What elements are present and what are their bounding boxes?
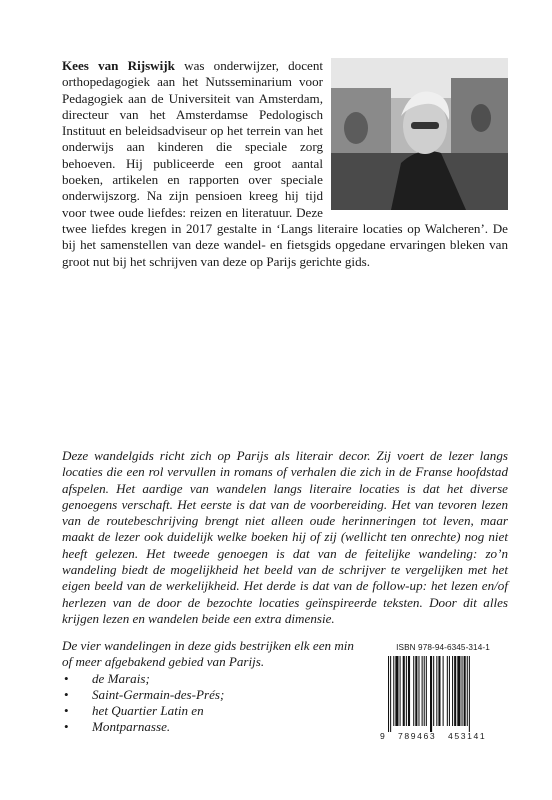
list-item: • het Quartier Latin en — [64, 703, 204, 719]
walks-intro: De vier wandelingen in deze gids bestrijken elk een min of meer afgebakend gebied van Parijs. — [62, 638, 354, 670]
list-item: • Montparnasse. — [64, 719, 171, 735]
author-photo — [331, 58, 508, 210]
barcode-left-digits: 789463 — [398, 731, 437, 741]
book-description: Deze wandelgids richt zich op Parijs als literair decor. Zij voert de lezer langs locaties die een rol vervullen in romans of verhalen die zich in de Franse hoofdstad afspelen. Het aardige van wandelen langs literaire locaties is dat het diverse genoegens verschaft. Het eerste is dat van de voorbereiding. Het van tevoren lezen van de routebeschrijving brengt niet alleen oude herinneringen tot leven, maar maakt de lezer ook duidelijk welke boeken hij of zij (wellicht ten onrechte) nog niet heeft gelezen. Het tweede genoegen is dat van de feitelijke wandeling: zo’n wandeling biedt de mogelijkheid het beeld van de schrijver te vergelijken met het eigen beeld van de werkelijkheid. Het derde is dat van de follow-up: het lezen en/of herlezen van de door de bezochte locaties geïnspireerde teksten. Door dit alles krijgen lezen en wandelen beide een extra dimensie. — [62, 448, 508, 626]
bullet-icon: • — [64, 719, 69, 735]
barcode-bars — [388, 656, 500, 732]
list-item: • Saint-Germain-des-Prés; — [64, 686, 225, 702]
barcode-first-digit: 9 — [380, 731, 387, 741]
author-name: Kees van Rijswijk — [62, 58, 175, 73]
bullet-icon: • — [64, 686, 69, 702]
author-bio-text: was onderwijzer, docent orthopedagogiek aan het Nutsseminarium voor Pedagogiek aan de Universiteit van Amsterdam, directeur van het Amsterdamse Pedologisch Instituut en beleidsadviseur op het terrein van het onderwijs aan kinderen die speciale zorg behoeven. Hij publiceerde een groot aantal boeken, artikelen en rapporten over speciale onderwijszorg. Na zijn pensioen kreeg hij tijd voor twee oude liefdes: reizen en literatuur. Deze twee liefdes kregen in 2017 gestalte in ‘Langs literaire locaties op Walcheren’. De bij het samenstellen van deze wandel- en fietsgids opgedane ervaringen bleken van groot nut bij het schrijven van deze op Parijs gerichte gids. — [62, 58, 508, 269]
isbn-label: ISBN 978-94-6345-314-1 — [396, 643, 490, 652]
walks-list — [62, 671, 362, 736]
walks-section — [62, 638, 362, 736]
bullet-icon: • — [64, 670, 69, 686]
list-item: • de Marais; — [64, 670, 150, 686]
barcode-block — [378, 643, 508, 749]
bullet-icon: • — [64, 703, 69, 719]
author-bio — [62, 58, 508, 270]
barcode-right-digits: 453141 — [448, 731, 487, 741]
